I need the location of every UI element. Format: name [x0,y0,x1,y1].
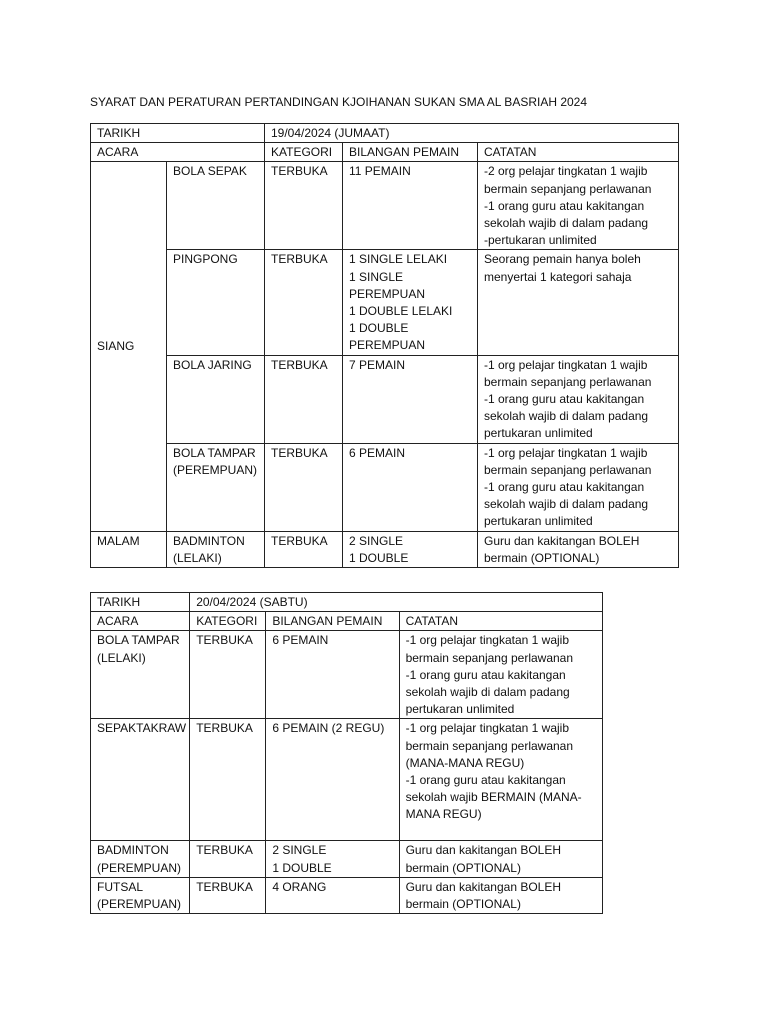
table-row [91,250,679,355]
event-name: BOLA JARING [167,355,265,443]
event-name: BADMINTON (PEREMPUAN) [91,841,190,877]
event-category: TERBUKA [190,841,266,877]
header-row [91,612,603,631]
event-notes: Seorang pemain hanya boleh menyertai 1 kategori sahaja [478,250,679,355]
session-malam: MALAM [91,531,167,567]
header-catatan: CATATAN [399,612,602,631]
event-notes: -1 org pelajar tingkatan 1 wajib bermain sepanjang perlawanan -1 orang guru atau kakitangan sekolah wajib di dalam padang pertukaran unlimited [478,443,679,531]
event-category: TERBUKA [190,631,266,719]
event-name: SEPAKTAKRAW [91,719,190,841]
event-name: BADMINTON (LELAKI) [167,531,265,567]
table-row [91,719,603,841]
header-bilangan: BILANGAN PEMAIN [266,612,399,631]
schedule-table-day2 [90,592,603,914]
event-name: BOLA SEPAK [167,162,265,250]
player-count: 6 PEMAIN (2 REGU) [266,719,399,841]
document-title: SYARAT DAN PERATURAN PERTANDINGAN KJOIHANAN SUKAN SMA AL BASRIAH 2024 [90,95,588,109]
header-catatan: CATATAN [478,143,679,162]
header-acara: ACARA [91,143,265,162]
player-count: 7 PEMAIN [343,355,478,443]
date-row [91,593,603,612]
player-count: 2 SINGLE 1 DOUBLE [343,531,478,567]
event-category: TERBUKA [265,531,343,567]
date-value: 20/04/2024 (SABTU) [190,593,603,612]
date-value: 19/04/2024 (JUMAAT) [265,124,679,143]
event-notes: Guru dan kakitangan BOLEH bermain (OPTIONAL) [478,531,679,567]
event-notes: -2 org pelajar tingkatan 1 wajib bermain sepanjang perlawanan -1 orang guru atau kakitangan sekolah wajib di dalam padang -pertukaran unlimited [478,162,679,250]
header-acara: ACARA [91,612,190,631]
table-row [91,877,603,913]
event-notes: -1 org pelajar tingkatan 1 wajib bermain sepanjang perlawanan -1 orang guru atau kakitangan sekolah wajib di dalam padang pertukaran unlimited [399,631,602,719]
table-row [91,841,603,877]
event-name: PINGPONG [167,250,265,355]
header-bilangan: BILANGAN PEMAIN [343,143,478,162]
date-row [91,124,679,143]
player-count: 6 PEMAIN [266,631,399,719]
event-notes: -1 org pelajar tingkatan 1 wajib bermain sepanjang perlawanan -1 orang guru atau kakitangan sekolah wajib di dalam padang pertukaran unlimited [478,355,679,443]
date-label: TARIKH [91,124,265,143]
event-name: BOLA TAMPAR (LELAKI) [91,631,190,719]
player-count: 2 SINGLE 1 DOUBLE [266,841,399,877]
header-kategori: KATEGORI [265,143,343,162]
event-category: TERBUKA [265,355,343,443]
player-count: 11 PEMAIN [343,162,478,250]
header-row [91,143,679,162]
event-notes: Guru dan kakitangan BOLEH bermain (OPTIONAL) [399,841,602,877]
event-notes: -1 org pelajar tingkatan 1 wajib bermain sepanjang perlawanan (MANA-MANA REGU) -1 orang guru atau kakitangan sekolah wajib BERMAIN (MANA- MANA REGU) [399,719,602,841]
table-row [91,531,679,567]
event-category: TERBUKA [190,877,266,913]
header-kategori: KATEGORI [190,612,266,631]
player-count: 4 ORANG [266,877,399,913]
table-row [91,162,679,250]
date-label: TARIKH [91,593,190,612]
event-category: TERBUKA [265,250,343,355]
table-row [91,355,679,443]
session-siang: SIANG [91,162,167,531]
event-category: TERBUKA [265,162,343,250]
event-notes: Guru dan kakitangan BOLEH bermain (OPTIONAL) [399,877,602,913]
schedule-table-day1 [90,123,679,568]
player-count: 6 PEMAIN [343,443,478,531]
event-category: TERBUKA [265,443,343,531]
table-row [91,443,679,531]
event-category: TERBUKA [190,719,266,841]
player-count: 1 SINGLE LELAKI 1 SINGLE PEREMPUAN 1 DOUBLE LELAKI 1 DOUBLE PEREMPUAN [343,250,478,355]
event-name: BOLA TAMPAR (PEREMPUAN) [167,443,265,531]
event-name: FUTSAL (PEREMPUAN) [91,877,190,913]
table-row [91,631,603,719]
